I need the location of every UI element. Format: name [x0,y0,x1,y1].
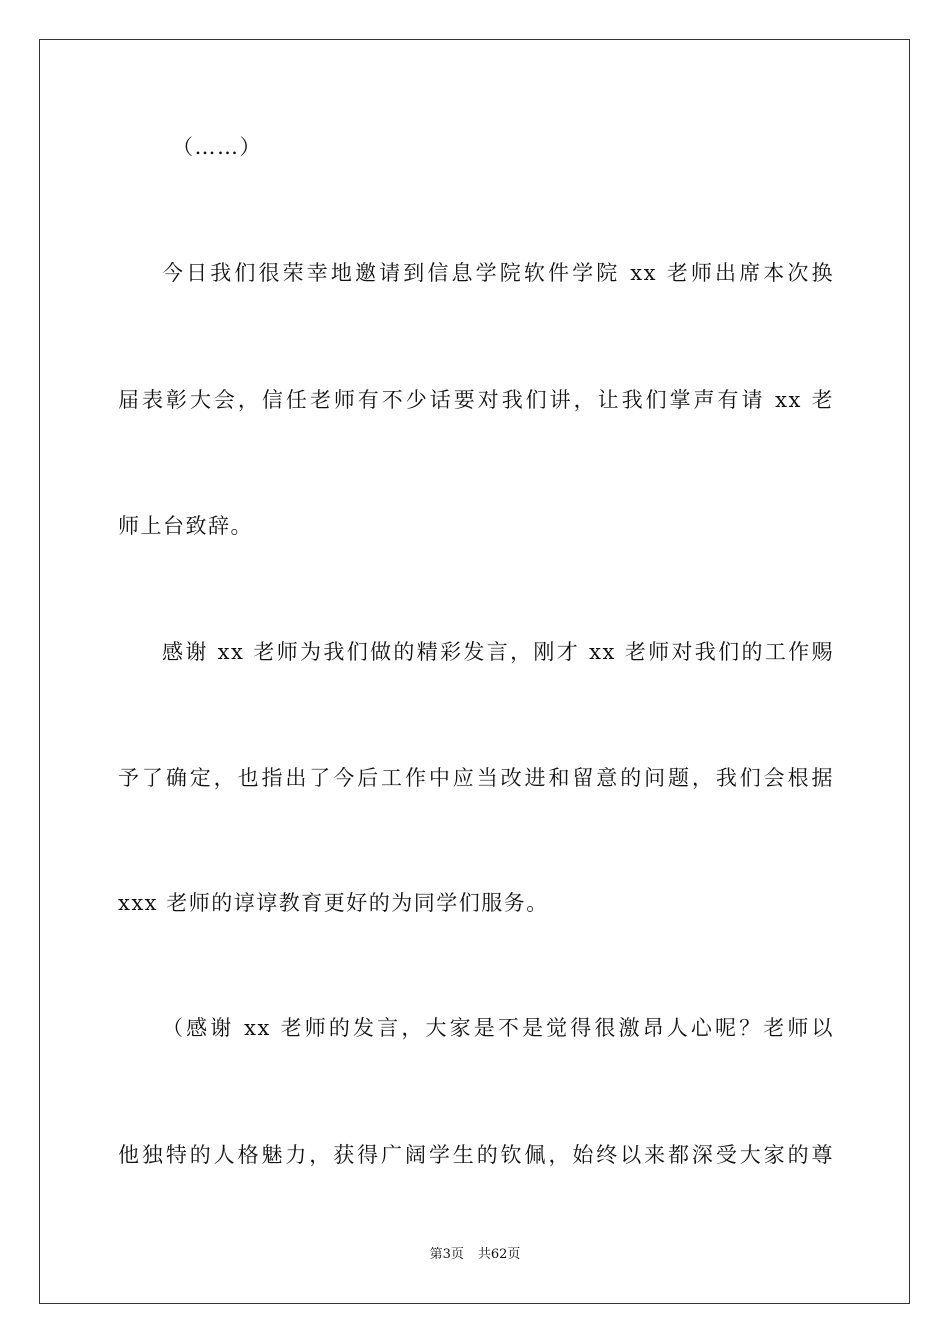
text-line: 他独特的人格魅力，获得广阔学生的钦佩，始终以来都深受大家的尊 [118,1143,834,1167]
page-footer [0,1246,950,1264]
page-border [39,39,910,1304]
page-number: 第3页 [429,1247,464,1262]
text-line: 师上台致辞。 [118,514,253,538]
text-line: 予了确定，也指出了今后工作中应当改进和留意的问题，我们会根据 [118,766,834,790]
text-line-content: （……） [172,135,262,159]
text-line: （感谢 xx 老师的发言，大家是不是觉得很激昂人心呢？老师以 [162,1016,834,1040]
text-line: xxx 老师的谆谆教育更好的为同学们服务。 [118,891,549,915]
text-line-ellipsis [118,132,834,162]
text-line: 届表彰大会，信任老师有不少话要对我们讲，让我们掌声有请 xx 老 [118,388,834,412]
text-line: 感谢 xx 老师为我们做的精彩发言，刚才 xx 老师对我们的工作赐 [162,640,834,664]
page-total: 共62页 [477,1247,521,1262]
text-line: 今日我们很荣幸地邀请到信息学院软件学院 xx 老师出席本次换 [162,261,834,285]
